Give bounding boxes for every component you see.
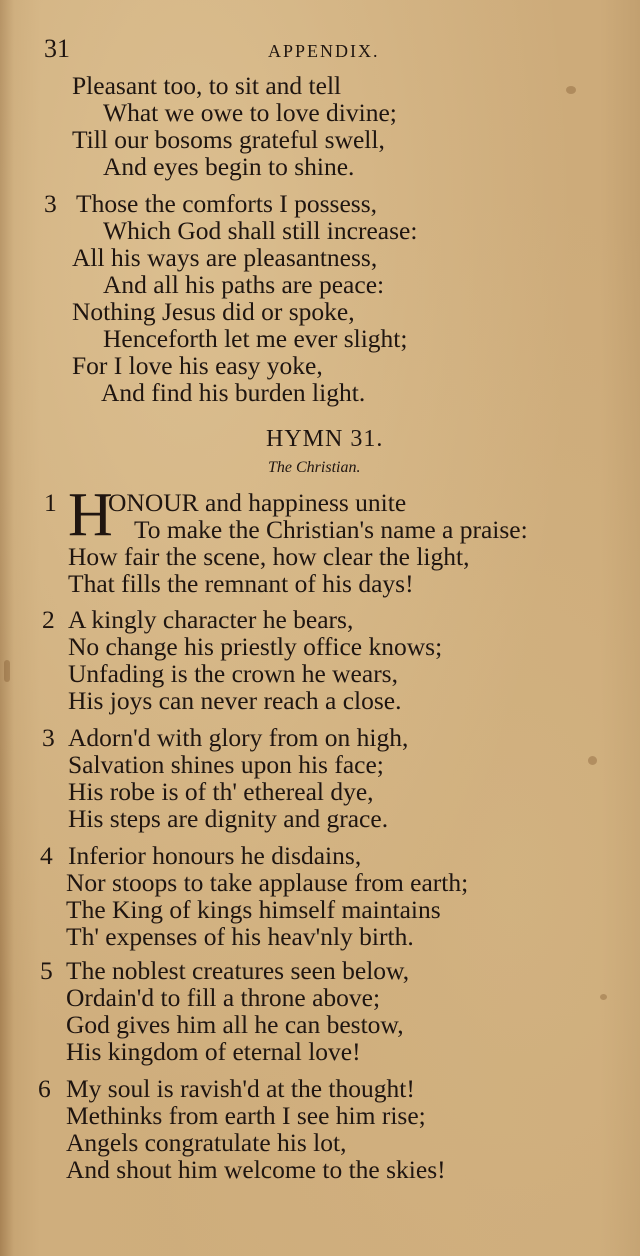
verse-line: His steps are dignity and grace. [68,804,389,833]
verse-line: His joys can never reach a close. [68,686,402,715]
verse-line: That fills the remnant of his days! [68,569,414,598]
verse-line: Th' expenses of his heav'nly birth. [66,922,414,951]
verse-line: Those the comforts I possess, [76,189,377,218]
verse-line: Nor stoops to take applause from earth; [66,868,469,897]
verse-line: And shout him welcome to the skies! [66,1155,446,1184]
verse-line: Angels congratulate his lot, [66,1128,347,1157]
page-header [44,34,604,64]
drop-cap: H [68,481,113,549]
verse-line: And all his paths are peace: [103,270,385,299]
verse-line: Till our bosoms grateful swell, [72,125,385,154]
running-title: APPENDIX. [268,41,380,61]
stanza-number: 5 [40,956,53,985]
verse-line: The noblest creatures seen below, [66,956,410,985]
verse-line: My soul is ravish'd at the thought! [66,1074,415,1103]
verse-line: A kingly character he bears, [68,605,354,634]
verse-line: His robe is of th' ethereal dye, [68,777,374,806]
stanza-number: 1 [44,488,57,517]
stanza-number: 3 [44,189,57,218]
verse-line: God gives him all he can bestow, [66,1010,404,1039]
verse-line: Which God shall still increase: [103,216,418,245]
verse-line: ONOUR and happiness unite [108,488,407,517]
verse-line: And eyes begin to shine. [103,152,355,181]
verse-line: What we owe to love divine; [103,98,397,127]
verse-line: Salvation shines upon his face; [68,750,384,779]
verse-line: His kingdom of eternal love! [66,1037,361,1066]
verse-line: Nothing Jesus did or spoke, [72,297,355,326]
verse-line: Ordain'd to fill a throne above; [66,983,381,1012]
verse-line: And find his burden light. [101,378,366,407]
stanza-number: 6 [38,1074,51,1103]
stanza-number: 4 [40,841,53,870]
verse-line: Inferior honours he disdains, [68,841,362,870]
verse-line: How fair the scene, how clear the light, [68,542,470,571]
verse-line: For I love his easy yoke, [72,351,323,380]
hymn-subtitle: The Christian. [268,459,361,476]
hymn-title: HYMN 31. [266,426,384,452]
stanza-number: 2 [42,605,55,634]
stanza-number: 3 [42,723,55,752]
verse-line: Adorn'd with glory from on high, [68,723,409,752]
verse-line: The King of kings himself maintains [66,895,441,924]
verse-line: Methinks from earth I see him rise; [66,1101,426,1130]
verse-line: Pleasant too, to sit and tell [72,71,342,100]
verse-line: To make the Christian's name a praise: [134,515,528,544]
verse-line: No change his priestly office knows; [68,632,443,661]
verse-line: Henceforth let me ever slight; [103,324,408,353]
verse-line: All his ways are pleasantness, [72,243,378,272]
verse-line: Unfading is the crown he wears, [68,659,398,688]
page-number: 31 [44,34,70,63]
